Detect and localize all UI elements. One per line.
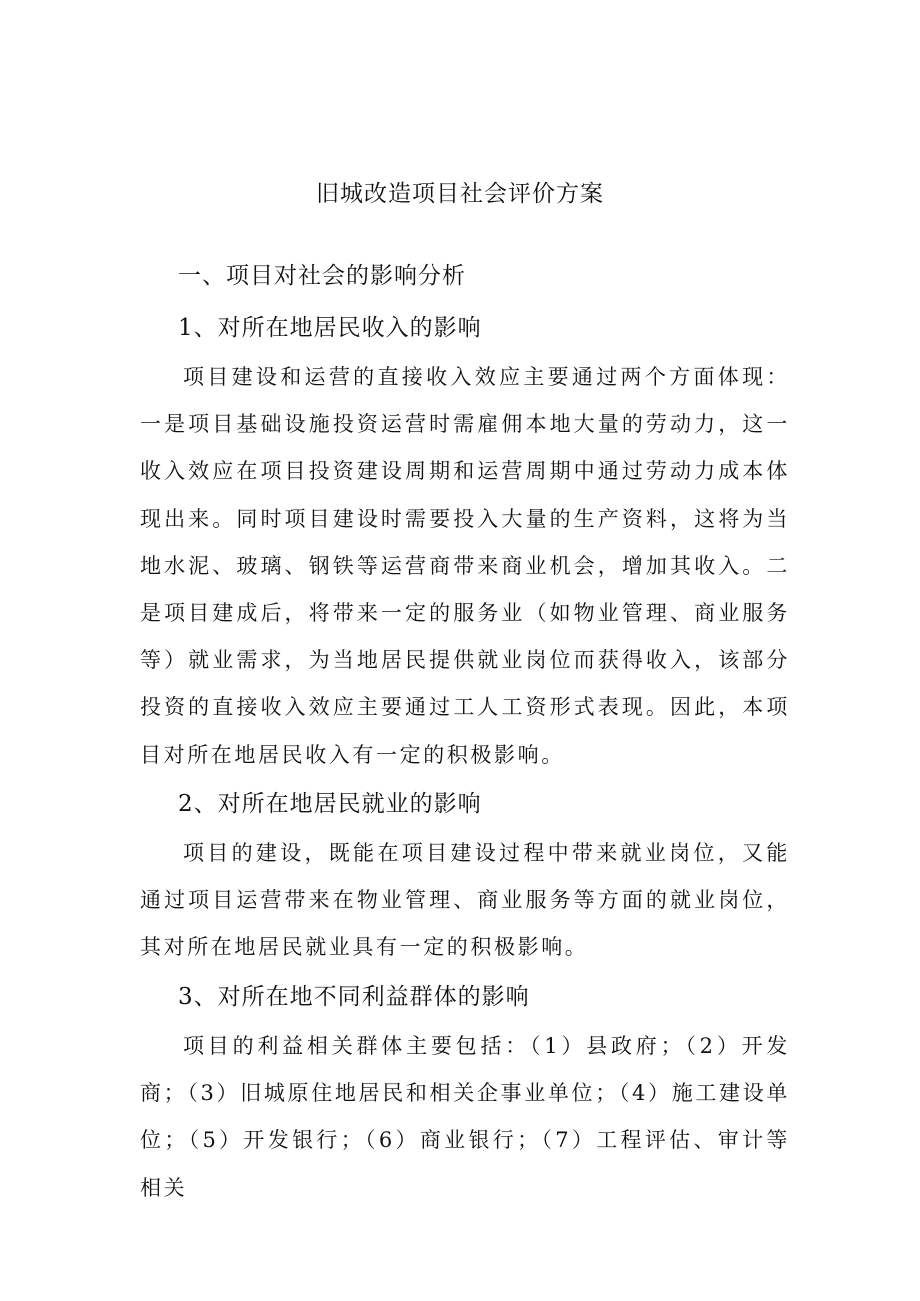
subsection-heading-income: 1、对所在地居民收入的影响 xyxy=(178,315,482,341)
document-title: 旧城改造项目社会评价方案 xyxy=(316,181,604,207)
paragraph-stakeholders: 项目的利益相关群体主要包括：（1）县政府；（2）开发商；（3）旧城原住地居民和相关企事业单位；（4）施工建设单位；（5）开发银行；（6）商业银行；（7）工程评估、审计等相关 xyxy=(140,1034,790,1200)
subsection-heading-stakeholders: 3、对所在地不同利益群体的影响 xyxy=(178,984,530,1010)
paragraph-employment: 项目的建设，既能在项目建设过程中带来就业岗位，又能通过项目运营带来在物业管理、商业服务等方面的就业岗位，其对所在地居民就业具有一定的积极影响。 xyxy=(140,841,790,960)
subsection-heading-employment: 2、对所在地居民就业的影响 xyxy=(178,791,482,817)
section-heading: 一、项目对社会的影响分析 xyxy=(178,263,466,289)
paragraph-income: 项目建设和运营的直接收入效应主要通过两个方面体现：一是项目基础设施投资运营时需雇佣本地大量的劳动力，这一收入效应在项目投资建设周期和运营周期中通过劳动力成本体现出来。同时项目建设时需要投入大量的生产资料，这将为当地水泥、玻璃、钢铁等运营商带来商业机会，增加其收入。二是项目建成后，将带来一定的服务业（如物业管理、商业服务等）就业需求，为当地居民提供就业岗位而获得收入，该部分投资的直接收入效应主要通过工人工资形式表现。因此，本项目对所在地居民收入有一定的积极影响。 xyxy=(140,365,790,767)
